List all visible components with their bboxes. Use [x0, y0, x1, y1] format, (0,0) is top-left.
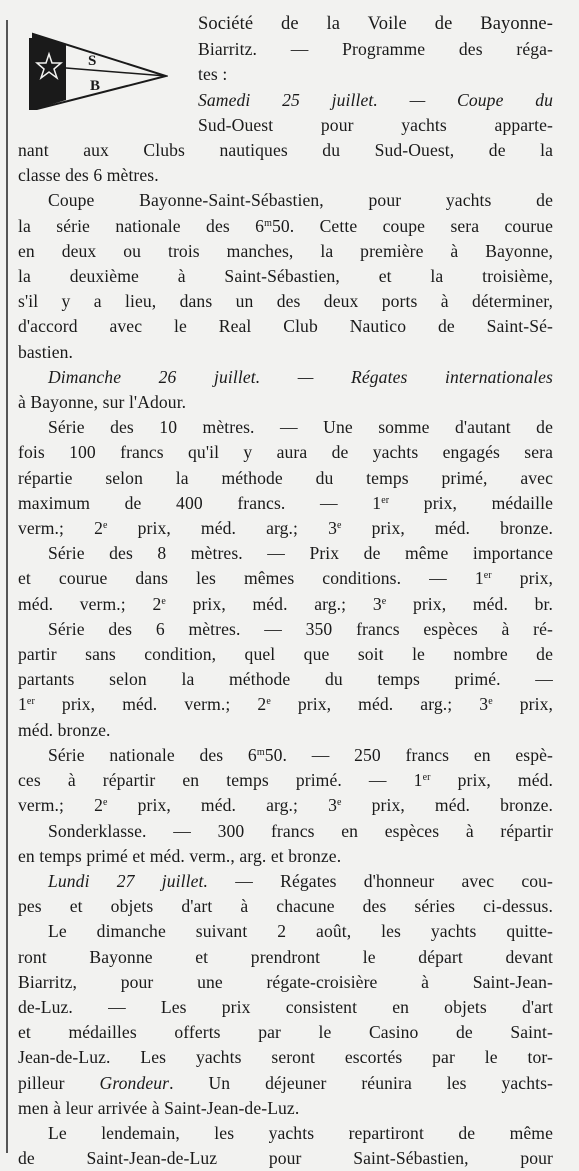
text-run: prix,	[519, 694, 554, 715]
text-run: prix, méd.	[457, 770, 553, 791]
text-line: Sonderklasse. — 300 francs en espèces à répartir	[48, 820, 553, 841]
text-run: 1	[18, 694, 27, 715]
text-line: Le lendemain, les yachts repartiront de même	[48, 1122, 553, 1143]
superscript: e	[266, 696, 271, 708]
text-line: à Bayonne, sur l'Adour.	[18, 392, 187, 413]
text-run: — Régates d'honneur avec cou-	[208, 870, 553, 891]
text-run: Lundi 27 juillet.	[48, 870, 209, 891]
superscript: er	[381, 494, 390, 506]
text-line: Biarritz, pour une régate-croisière à Saint-Jean-	[18, 971, 553, 992]
text-run: prix, méd. arg.; 3	[137, 518, 337, 539]
text-line: ront Bayonne et prendront le départ devant	[18, 946, 553, 967]
text-line	[18, 516, 553, 541]
text-line	[18, 1071, 553, 1096]
article-body	[18, 12, 553, 1171]
text-line: répartie selon la méthode du temps primé, avec	[18, 467, 553, 488]
text-line: Série des 8 mètres. — Prix de même importance	[48, 543, 553, 564]
text-line: en temps primé et méd. verm., arg. et bronze.	[18, 845, 342, 866]
text-run: Grondeur	[99, 1072, 170, 1093]
text-line: Jean-de-Luz. Les yachts seront escortés par le tor-	[18, 1047, 553, 1068]
text-run: maximum de 400 francs. — 1	[18, 492, 382, 513]
text-run: prix, méd. verm.; 2	[61, 694, 267, 715]
text-line: en deux ou trois manches, la première à Bayonne,	[18, 240, 553, 261]
superscript: e	[381, 595, 387, 607]
text-run: prix, médaille	[423, 492, 554, 513]
text-line: bastien.	[18, 341, 74, 362]
text-line	[18, 793, 553, 818]
pennant-letter-b: B	[90, 78, 101, 94]
superscript: er	[483, 570, 492, 582]
text-line: Coupe Bayonne-Saint-Sébastien, pour yachts de	[48, 190, 553, 211]
text-run: prix, méd. bronze.	[371, 518, 554, 539]
text-line	[18, 743, 553, 768]
text-line: la deuxième à Saint-Sébastien, et la troisième,	[18, 266, 553, 287]
superscript: e	[103, 520, 108, 532]
text-line: d'accord avec le Real Club Nautico de Saint-Sé-	[18, 316, 553, 337]
text-line: Société de la Voile de Bayonne-	[198, 14, 553, 34]
text-run: prix, méd. bronze.	[371, 795, 554, 816]
text-line: méd. bronze.	[18, 719, 111, 740]
text-line: Samedi 25 juillet. — Coupe du	[198, 89, 553, 110]
text-run: et courue dans les mêmes conditions. — 1	[18, 568, 484, 589]
text-line: Biarritz. — Programme des réga-	[198, 39, 553, 60]
text-run: Série nationale des 6	[48, 744, 257, 765]
text-run: 50. Cette coupe sera courue	[271, 215, 553, 236]
superscript: e	[161, 595, 166, 607]
text-line: Série des 10 mètres. — Une somme d'autant de	[48, 417, 553, 438]
text-line: men à leur arrivée à Saint-Jean-de-Luz.	[18, 1097, 300, 1118]
text-line: pes et objets d'art à chacune des séries ci-dessus.	[18, 896, 553, 917]
text-line: Série des 6 mètres. — 350 francs espèces à ré-	[48, 618, 553, 639]
text-line	[18, 692, 553, 717]
superscript: m	[264, 217, 272, 229]
text-run: 50. — 250 francs en espè-	[264, 744, 553, 765]
text-line: s'il y a lieu, dans un des deux ports à déterminer,	[18, 291, 553, 312]
superscript: m	[256, 746, 265, 758]
text-run: prix, méd. br.	[412, 593, 553, 614]
text-line	[18, 214, 553, 239]
text-run: prix,	[519, 568, 554, 589]
superscript: er	[422, 772, 431, 784]
superscript: er	[26, 696, 35, 708]
text-line: fois 100 francs qu'il y aura de yachts engagés sera	[18, 442, 553, 463]
text-line	[18, 592, 553, 617]
text-line: de-Luz. — Les prix consistent en objets d'art	[18, 996, 553, 1017]
column-rule	[6, 20, 8, 1153]
text-line: et médailles offerts par le Casino de Saint-	[18, 1022, 553, 1043]
superscript: e	[103, 797, 108, 809]
superscript: e	[336, 797, 342, 809]
text-line	[18, 566, 553, 591]
text-line	[18, 491, 553, 516]
text-line: de Saint-Jean-de-Luz pour Saint-Sébastien, pour	[18, 1148, 553, 1169]
text-line: tes :	[198, 64, 228, 85]
text-line	[18, 869, 553, 894]
text-run: méd. verm.; 2	[18, 593, 162, 614]
text-line: Sud-Ouest pour yachts apparte-	[198, 114, 553, 135]
text-run: verm.; 2	[18, 795, 103, 816]
text-run: la série nationale des 6	[18, 215, 265, 236]
text-run: ces à répartir en temps primé. — 1	[18, 770, 423, 791]
text-line: partir sans condition, quel que soit le nombre de	[18, 644, 553, 665]
text-line: Dimanche 26 juillet. — Régates internationales	[48, 366, 553, 387]
text-line: partants selon la méthode du temps primé. —	[18, 669, 553, 690]
text-run: prix, méd. arg.; 3	[192, 593, 382, 614]
text-run: pilleur	[18, 1072, 65, 1093]
text-run: prix, méd. arg.; 3	[137, 795, 337, 816]
text-line	[18, 768, 553, 793]
superscript: e	[336, 520, 342, 532]
text-run: verm.; 2	[18, 518, 103, 539]
superscript: e	[488, 696, 493, 708]
text-line: classe des 6 mètres.	[18, 165, 159, 186]
text-line: Le dimanche suivant 2 août, les yachts quitte-	[48, 921, 553, 942]
text-line: nant aux Clubs nautiques du Sud-Ouest, de la	[18, 140, 553, 161]
text-run: prix, méd. arg.; 3	[297, 694, 489, 715]
pennant-letter-s: S	[88, 53, 97, 69]
text-run: . Un déjeuner réunira les yachts-	[169, 1072, 553, 1093]
